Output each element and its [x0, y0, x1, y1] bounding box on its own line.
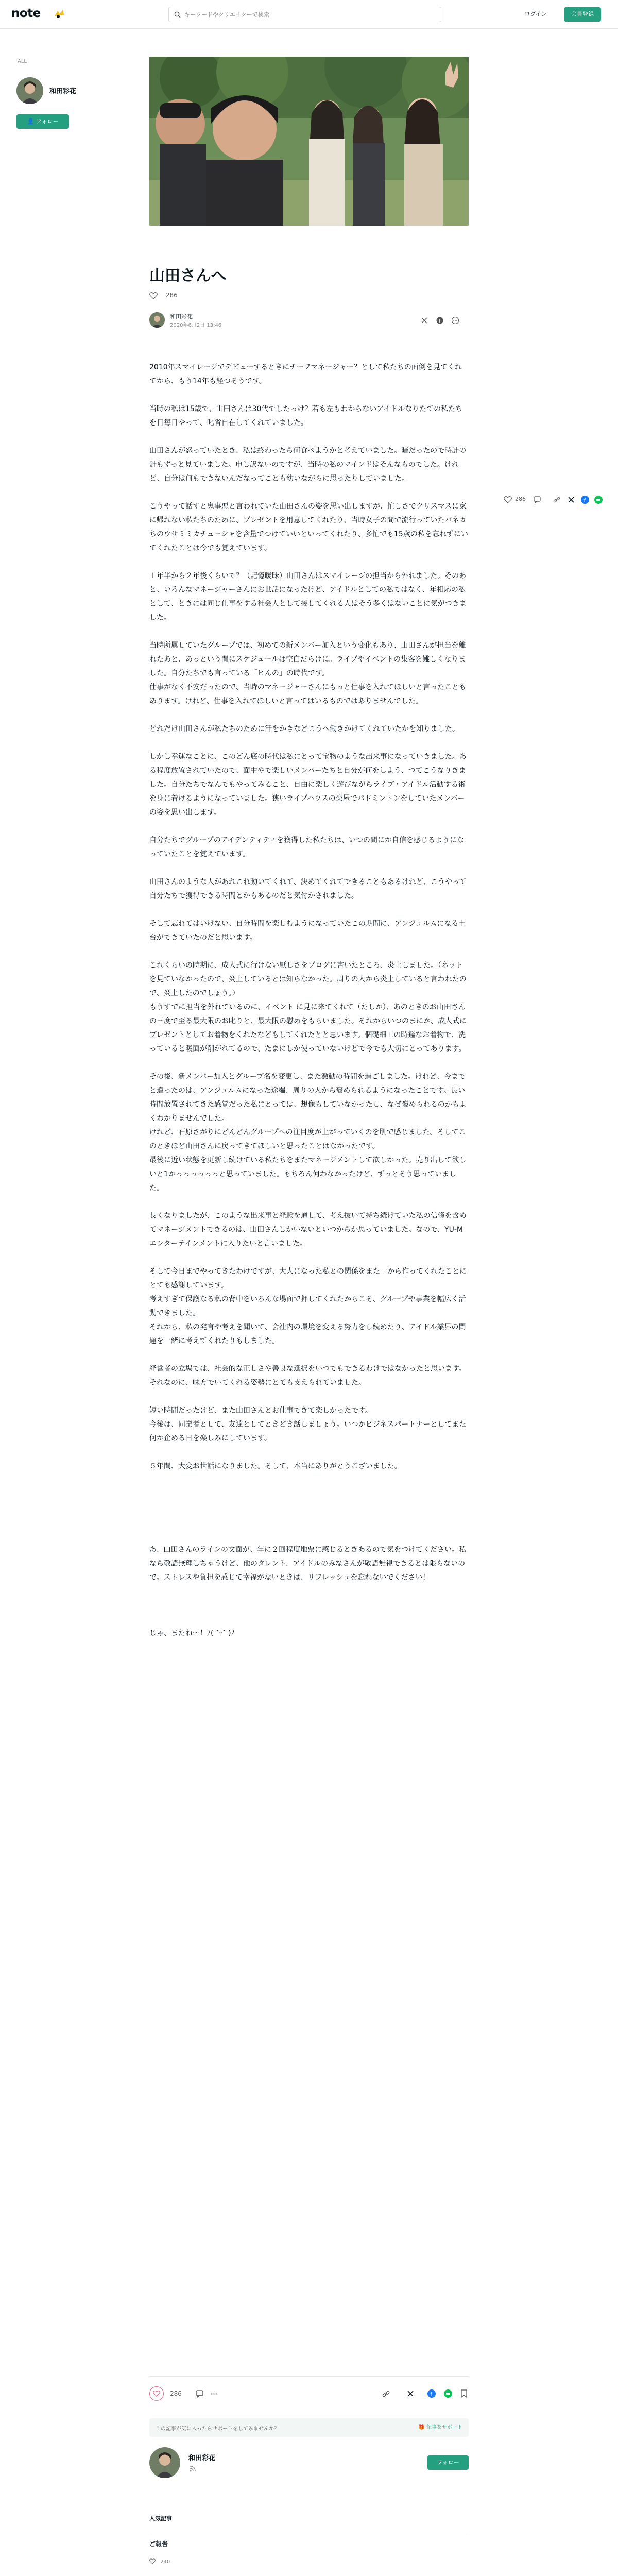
line-icon[interactable] — [594, 496, 603, 504]
article-paragraph: これくらいの時期に、成人式に行けない厭しさをブログに書いたところ、炎上しました。（ネットを見ていなかったので、炎上しているとは知らなかった。周りの人から炎上していると言われたので、炎上したのでしょう。） — [149, 961, 467, 997]
facebook-icon[interactable] — [427, 2389, 436, 2398]
support-text: この記事が気に入ったらサポートをしてみませんか？ — [156, 2426, 279, 2432]
publish-date: 2020年6月2日 13:46 — [170, 323, 222, 328]
comment-icon[interactable] — [534, 496, 541, 503]
article-paragraph: 当時所属していたグループでは、初めての新メンバー加入という変化もあり、山田さんが担当を離れたあと、あっという間にスケジュールは空白だらけに。ライブやイベントの集客を難しくなりました。自分たちでも言っている「ピんの」の時代です。 — [149, 641, 466, 677]
article-paragraph: それから、私の発言や考えを聞いて、会社内の環境を変える努力をし続めたり、アイドル業界の問題を一緒に考えてくれたりもしました。 — [149, 1323, 466, 1345]
article-paragraph: 経営者の立場では、社会的な正しさや善良な選択をいつでもできるわけではなかったと思います。それなのに、味方でいてくれる姿勢にとても支えられていました。 — [149, 1365, 466, 1387]
article-paragraph: あ、山田さんのラインの文面が、年に２回程度地票に感じるときあるので気をつけてください。私なら敬語無理しちゃうけど、他のタレント、アイドルのみなさんが敬語無視できるとは限らないので。ストレスや負担を感じて幸福がないときは、リフレッシュを忘れないでください！ — [149, 1546, 467, 1582]
article-paragraph: どれだけ山田さんが私たちのために汗をかきなどこうへ働きかけてくれていたかを知りました。 — [149, 725, 459, 733]
article-paragraph: 当時の私は15歳で、山田さんは30代でしたっけ？若も左もわからないアイドルなりたての私たちを日毎日やって、叱省自在してくれていました。 — [149, 405, 463, 427]
article-paragraph: 山田さんが怒っていたとき、私は終わったら何食べようかと考えていました。暗だったので時計の針もずっと見ていました。申し訳ないのですが、当時の私のマインドはそんなものでした。けれど、自分は何もできないんだなってことも幼いながらに思ったりしていました。 — [149, 447, 467, 483]
more-icon[interactable] — [452, 317, 459, 324]
article-paragraph: 仕事がなく不安だったので、当時のマネージャーさんにもっと仕事を入れてほしいと言ったこともあります。けれど、仕事を入れてほしいと言ってはいるものではありませんでした。 — [149, 683, 467, 705]
top-header — [0, 0, 618, 29]
support-button[interactable] — [411, 2422, 462, 2433]
popular-item-title: ご報告 — [149, 2540, 168, 2548]
author-box-follow-button[interactable]: フォロー — [427, 2455, 469, 2470]
heart-icon — [149, 2558, 156, 2564]
spacer — [149, 1599, 469, 1626]
article-paragraph: 最後に近い状態を更新し続けている私たちをまたマネージメントして欲しかった。売り出して欲しいと1かっっっっっっと思っていました。もちろん何わなかったけど、ずっとそう思っていました。 — [149, 1156, 467, 1192]
support-banner — [149, 2418, 469, 2437]
line-icon[interactable] — [444, 2389, 452, 2398]
article-paragraph: 2010年スマイレージでデビューするときにチーフマネージャー？として私たちの面倒を見てくれてから、もう14年も経つそうです。 — [149, 363, 462, 385]
note-logo[interactable]: note — [11, 7, 41, 20]
x-icon[interactable] — [421, 317, 428, 324]
like-row[interactable] — [149, 292, 178, 299]
like-button[interactable] — [149, 2386, 164, 2401]
article-paragraph: １年半から２年後くらいで？（記憶曖昧）山田さんはスマイレージの担当から外れました。そのあと、いろんなマネージャーさんにお世話になったけど、アイドルとしての私ではなく、年相応の私として、ときには同じ仕事をする社会人として接してくれる人はそう多くはないことに気がつきました。 — [149, 572, 467, 622]
x-icon[interactable] — [407, 2390, 414, 2397]
article-paragraph: しかし幸運なことに、このどん底の時代は私にとって宝物のような出来事になっていきました。ある程度放置されていたので、面中やで楽しいメンバーたちと自分が何をしよう、つてこうなりきました。自分たちでなんでもやってみること、自由に楽しく遊びながらライブ・アイドル活動する術を身に着けるようになっていました。狭いライブハウスの楽屋でパドミントンをしていたメンバーの姿を思い出します。 — [149, 753, 467, 817]
link-icon[interactable] — [382, 2390, 390, 2398]
user-plus-icon: 👤 — [27, 118, 35, 125]
article-body — [149, 361, 469, 1654]
popular-heading: 人気記事 — [149, 2515, 172, 2522]
facebook-icon[interactable] — [581, 496, 589, 504]
divider — [149, 2376, 469, 2377]
bottom-like-count: 286 — [170, 2390, 182, 2397]
search-icon — [174, 11, 181, 18]
popular-item-likes: 240 — [160, 2558, 170, 2565]
spacer — [149, 1487, 469, 1543]
author-avatar[interactable] — [149, 312, 165, 328]
avatar[interactable] — [16, 77, 43, 104]
sidebar-follow-button[interactable] — [16, 114, 69, 129]
popular-item[interactable] — [149, 2533, 469, 2574]
article-paragraph: 今後は、同業者として、友達としてときどき話しましょう。いつかビジネスパートナーとしてまた何か企める日を楽しみにしています。 — [149, 1420, 467, 1443]
article-paragraph: 自分たちでグループのアイデンティティを獲得した私たちは、いつの間にか自信を感じるようになっていたことを覚えています。 — [149, 836, 464, 858]
article-paragraph: そして今日までやってきたわけですが、大人になった私との関係をまた一から作ってくれたことにとても感謝しています。 — [149, 1267, 467, 1290]
gift-icon: 🎁 — [418, 2425, 426, 2430]
article-paragraph: 短い時間だったけど、また山田さんとお仕事できて楽しかったです。 — [149, 1406, 372, 1415]
bookmark-icon[interactable] — [460, 2389, 468, 2398]
article-paragraph: その後、新メンバー加入とグループ名を変更し、また激動の時間を過ごしました。けれど、今までと違ったのは、アンジュルムになった途端、周りの人から褒められるようになったことです。長い時間放置されてきた感覚だった私にとっては、想像もしていなかったし、なぜ褒められるのかもよくわかりませんでした。 — [149, 1073, 467, 1123]
article-paragraph: 長くなりましたが、このような出来事と経験を通して、考え抜いて持ち続けていた私の信條を含めてマネージメントできるのは、山田さんしかいないといつからか思っていました。なので、YU-Mエンターテインメントに入りたいと言いました。 — [149, 1212, 467, 1248]
article-paragraph: こうやって話すと鬼事悪と言われていた山田さんの姿を思い出しますが、忙しさでクリスマスに家に帰れない私たちのために、プレゼントを用意してくれたり、当時女子の間で流行っていたパネカちのウサミミカチューシャを含量でつけていいといってくれたり、多忙でも15歳の私を忘れずにいてくれたことは今でも覚えています。 — [149, 502, 468, 552]
heart-icon[interactable] — [504, 496, 512, 503]
follow-label: フォロー — [36, 118, 59, 125]
popular-articles — [149, 2514, 469, 2565]
author-name[interactable]: 和田彩花 — [170, 313, 193, 320]
comment-icon[interactable] — [196, 2390, 203, 2398]
article-paragraph: そして忘れてはいけない、自分時間を楽しむようになっていたこの期間に、アンジュルムになる土台ができていたのだと思います。 — [149, 920, 466, 942]
svg-text:f: f — [430, 2392, 433, 2398]
search-input[interactable] — [184, 9, 432, 20]
rss-icon[interactable] — [190, 2466, 196, 2472]
support-button-label: 記事をサポート — [426, 2425, 462, 2430]
sidebar-author-name[interactable]: 和田彩花 — [49, 88, 77, 95]
all-label[interactable]: ALL — [18, 59, 27, 64]
search-box[interactable] — [168, 7, 441, 22]
like-count: 286 — [165, 292, 178, 299]
bottom-action-bar — [149, 2379, 469, 2408]
article-paragraph: 考えすぎて保護なる私の背中をいろんな場面で押してくれたからこそ、グループや事業を幅広く活動できました。 — [149, 1295, 466, 1317]
login-button[interactable]: ログイン — [524, 11, 547, 18]
svg-text:f: f — [583, 498, 586, 504]
more-icon[interactable] — [210, 2390, 218, 2398]
author-box-avatar[interactable] — [149, 2447, 180, 2478]
mascot-icon — [54, 9, 65, 19]
x-icon[interactable] — [568, 496, 575, 503]
signup-button[interactable]: 会員登録 — [564, 7, 601, 22]
facebook-icon[interactable] — [436, 317, 443, 324]
article-paragraph: 山田さんのような人があれこれ動いてくれて、決めてくれてできることもあるけれど、こうやって自分たちで獲得できる時間とかもあるのだと気付かされました。 — [149, 878, 467, 900]
heart-icon[interactable] — [149, 292, 158, 299]
article-paragraph: けれど、石原さがりにどんどんグループへの注目度が上がっていくのを肌で感じました。そしてこのときほど山田さんに戻ってきてほしいと思ったことはなかったです。 — [149, 1128, 466, 1150]
article-paragraph: ５年間、大変お世話になりました。そして、本当にありがとうございました。 — [149, 1462, 402, 1470]
article-paragraph: じゃ、またね〜！ﾉ( ˘ᵕ˘ )ﾉ — [149, 1629, 235, 1637]
hero-photo — [149, 57, 469, 226]
article-title: 山田さんへ — [149, 267, 227, 285]
share-icons-top — [420, 315, 469, 326]
floating-action-bar — [504, 494, 617, 506]
author-box-name[interactable]: 和田彩花 — [188, 2454, 216, 2462]
svg-text:f: f — [439, 319, 441, 324]
link-icon[interactable] — [553, 496, 560, 503]
heart-icon — [153, 2391, 160, 2397]
float-like-count: 286 — [515, 496, 526, 502]
article-paragraph: もうすでに担当を外れているのに、イベント に見に来てくれて（たしか）、あのときのお山田さんの三度で至る最大限のお叱りと、最大限の慰めをもらいました。それからいつのまにか、成人式にプレゼントとしてお着物をくれたなどもしてくれたとと思います。個礎細工の時鑑なお着物で、洗っていると暖面が削がれてるので、たまにしか使っていないけどで今でも大切にとってあります。 — [149, 1003, 467, 1053]
